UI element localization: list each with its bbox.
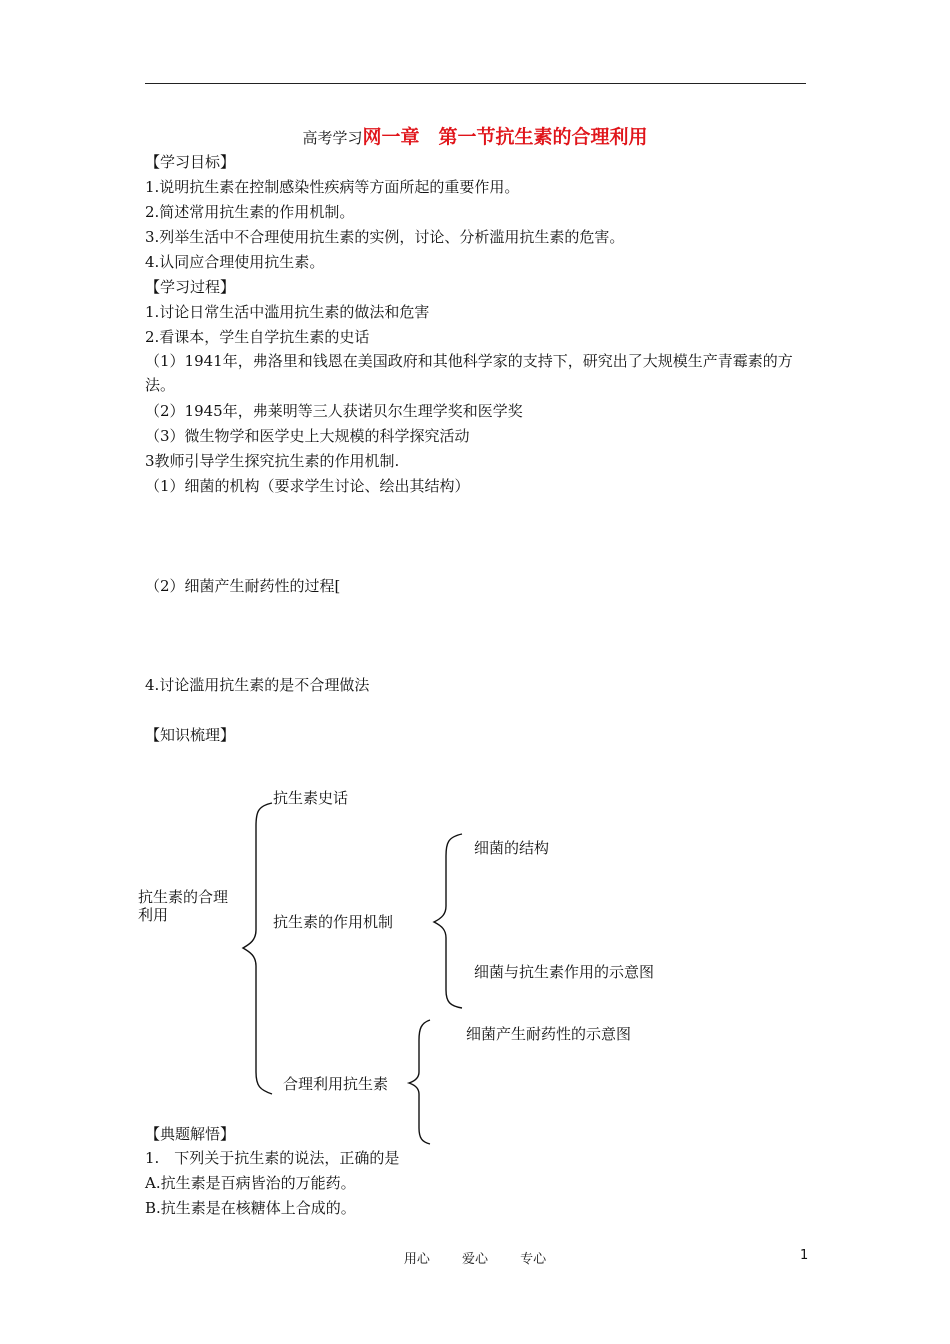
process-step-1: 1.讨论日常生活中滥用抗生素的做法和危害 [145,303,430,321]
footer-item: 爱心 [461,1252,488,1267]
objective-item: 1.说明抗生素在控制感染性疾病等方面所起的重要作用。 [145,178,520,196]
footer-item: 专心 [520,1252,547,1267]
history-item-1: （1）1941年，弗洛里和钱恩在美国政府和其他科学家的支持下，研究出了大规模生产青霉素的方法。 [145,352,793,394]
concept-history: 抗生素史话 [273,789,349,807]
concept-map-root: 抗生素的合理利用 [138,888,229,924]
option-b: B.抗生素是在核糖体上合成的。 [145,1199,356,1217]
brace-usage [409,1020,430,1144]
question-1: 1. 下列关于抗生素的说法，正确的是 [145,1149,400,1167]
process-step-2: 2.看课本，学生自学抗生素的史话 [145,328,370,346]
title-main: 网一章 第一节抗生素的合理利用 [362,126,648,148]
title-prefix: 高考学习 [302,129,363,147]
summary-heading: 【知识梳理】 [145,726,236,744]
footer-item: 用心 [403,1252,430,1267]
page-number: 1 [800,1248,809,1263]
process-step-4: 4.讨论滥用抗生素的是不合理做法 [145,676,370,694]
history-item-3: （3）微生物学和医学史上大规模的科学探究活动 [145,427,470,445]
brace-mechanism [434,834,462,1008]
objective-item: 2.简述常用抗生素的作用机制。 [145,203,355,221]
mechanism-item-2: （2）细菌产生耐药性的过程[ [145,577,341,595]
concept-resistance-diagram: 细菌产生耐药性的示意图 [466,1025,632,1043]
history-item-2: （2）1945年，弗莱明等三人获诺贝尔生理学奖和医学奖 [145,402,523,420]
concept-bacteria-structure: 细菌的结构 [474,839,550,857]
process-step-3: 3教师引导学生探究抗生素的作用机制. [145,452,400,470]
examples-heading: 【典题解悟】 [145,1125,236,1143]
concept-interaction-diagram: 细菌与抗生素作用的示意图 [474,963,655,981]
objective-item: 4.认同应合理使用抗生素。 [145,253,325,271]
brace-main [243,803,272,1094]
objective-item: 3.列举生活中不合理使用抗生素的实例，讨论、分析滥用抗生素的危害。 [145,228,625,246]
objectives-heading: 【学习目标】 [145,153,236,171]
concept-mechanism: 抗生素的作用机制 [273,913,394,931]
concept-rational-use: 合理利用抗生素 [283,1075,389,1093]
option-a: A.抗生素是百病皆治的万能药。 [145,1174,356,1192]
process-heading: 【学习过程】 [145,278,236,296]
mechanism-item-1: （1）细菌的机构（要求学生讨论、绘出其结构） [145,477,470,495]
